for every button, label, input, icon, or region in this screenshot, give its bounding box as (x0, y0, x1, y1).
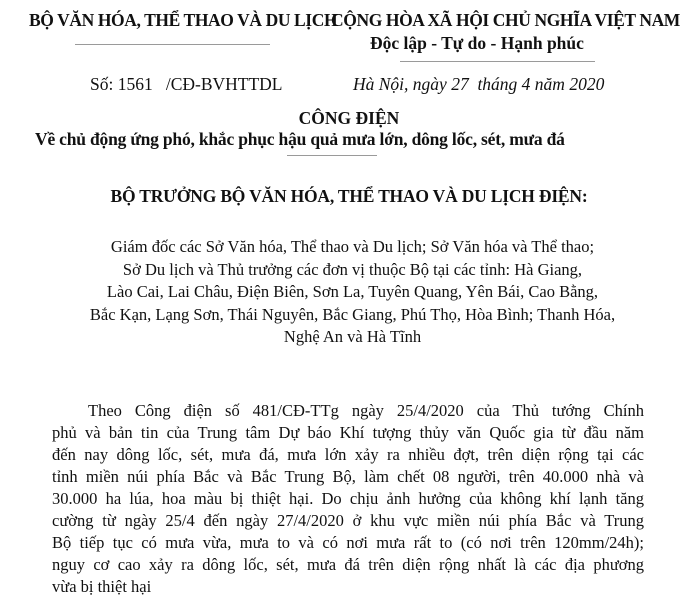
issuing-authority: BỘ VĂN HÓA, THỂ THAO VÀ DU LỊCH (29, 10, 338, 30)
document-type-title: CÔNG ĐIỆN (298, 108, 400, 128)
issuer-underline-divider (75, 44, 270, 45)
recipients-line: Bắc Kạn, Lạng Sơn, Thái Nguyên, Bắc Giang, Phú Thọ, Hòa Bình; Thanh Hóa, (89, 304, 616, 324)
recipients-line: Lào Cai, Lai Châu, Điện Biên, Sơn La, Tuyên Quang, Yên Bái, Cao Bằng, (106, 282, 599, 301)
body-line: nguy cơ cao xảy ra dông lốc, sét, mưa đá trên diện rộng nhất là các địa phương (52, 555, 644, 574)
document-date: Hà Nội, ngày 27 tháng 4 năm 2020 (353, 74, 605, 94)
addressor-heading: BỘ TRƯỞNG BỘ VĂN HÓA, THỂ THAO VÀ DU LỊCH ĐIỆN: (110, 186, 588, 206)
subject-underline-divider (287, 155, 377, 156)
national-title: CỘNG HÒA XÃ HỘI CHỦ NGHĨA VIỆT NAM (331, 10, 680, 30)
motto-underline-divider (400, 61, 595, 62)
body-line: Theo Công điện số 481/CĐ-TTg ngày 25/4/2020 của Thủ tướng Chính (88, 401, 644, 420)
document-subject: Về chủ động ứng phó, khắc phục hậu quả mưa lớn, dông lốc, sét, mưa đá (35, 129, 565, 149)
body-line: vừa bị thiệt hại (52, 577, 152, 596)
national-motto: Độc lập - Tự do - Hạnh phúc (370, 33, 584, 53)
recipients-line: Nghệ An và Hà Tĩnh (283, 327, 422, 346)
recipients-block (80, 236, 625, 349)
body-line: cường từ ngày 25/4 đến ngày 27/4/2020 ở khu vực miền núi phía Bắc và Trung (52, 511, 644, 530)
document-number: Số: 1561 /CĐ-BVHTTDL (90, 74, 283, 94)
recipients-line: Sở Du lịch và Thủ trưởng các đơn vị thuộc Bộ tại các tỉnh: Hà Giang, (122, 259, 583, 279)
body-line: Bộ tiếp tục có mưa vừa, mưa to và có nơi mưa rất to (có nơi trên 120mm/24h); (52, 533, 644, 552)
recipients-line: Giám đốc các Sở Văn hóa, Thể thao và Du lịch; Sở Văn hóa và Thể thao; (110, 237, 595, 256)
body-line: tỉnh miền núi phía Bắc và Bắc Trung Bộ, làm chết 08 người, trên 40.000 nhà và (52, 467, 644, 486)
body-line: 30.000 ha lúa, hoa màu bị thiệt hại. Do chịu ảnh hưởng của không khí lạnh tăng (52, 489, 644, 508)
body-line: phủ và bản tin của Trung tâm Dự báo Khí tượng thủy văn Quốc gia từ đầu năm (52, 423, 644, 442)
body-line: đến nay dông lốc, sét, mưa đá, mưa lớn xảy ra nhiều đợt, trên diện rộng tại các (52, 445, 644, 464)
body-paragraph (52, 400, 644, 598)
